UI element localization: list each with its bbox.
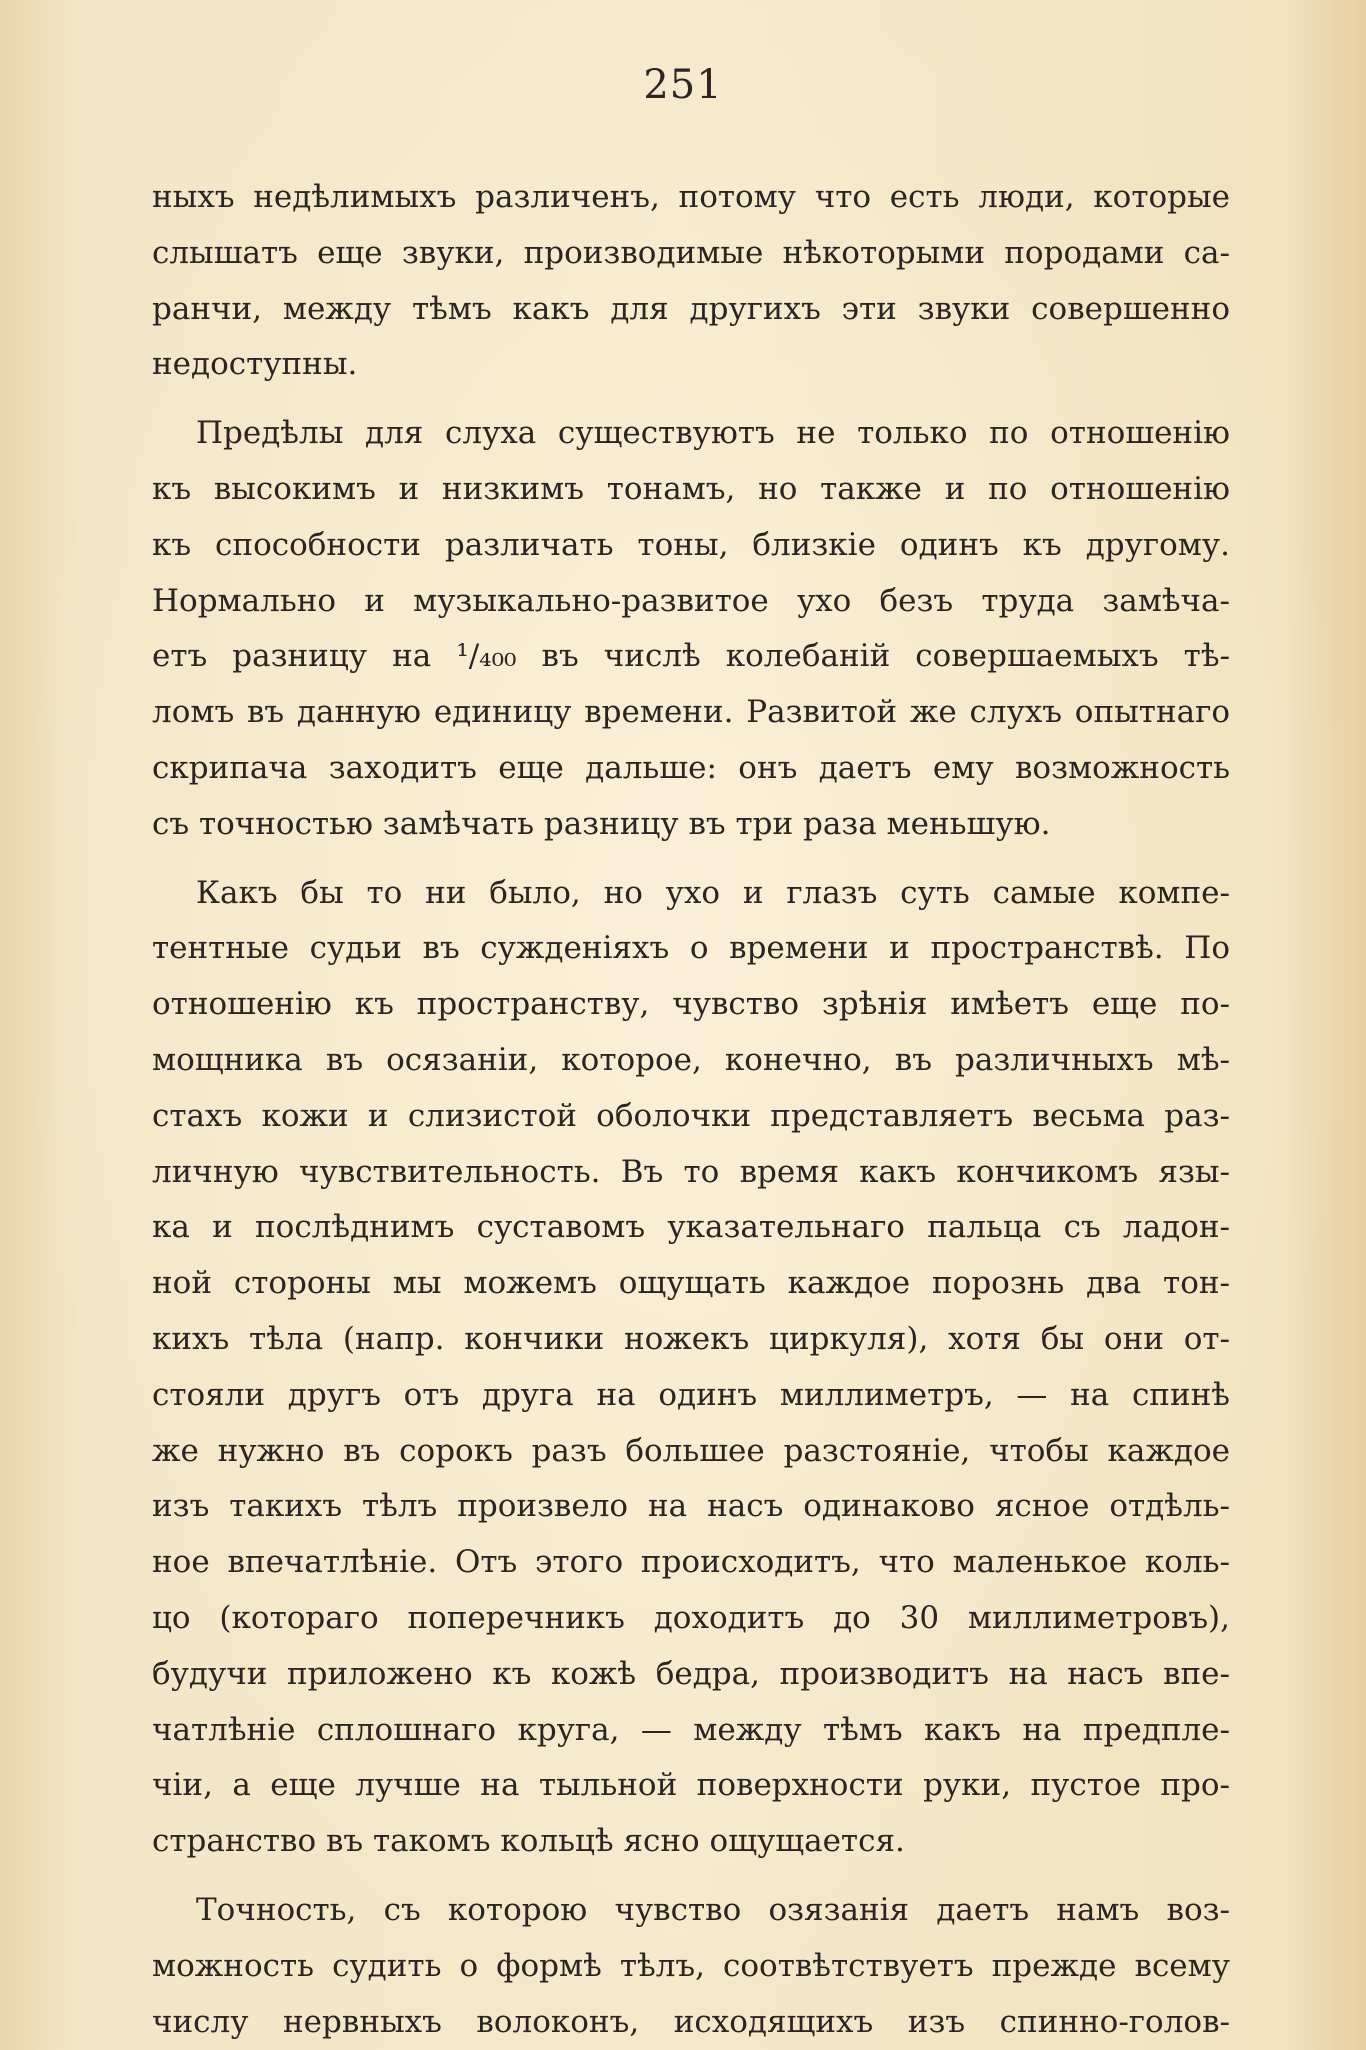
- text-line: стояли другъ отъ друга на одинъ миллиметръ, — на спинѣ: [152, 1376, 1230, 1413]
- text-line: Точность, съ которою чувство озязанія даетъ намъ воз-: [196, 1891, 1230, 1928]
- text-line: Какъ бы то ни было, но ухо и глазъ суть самые компе-: [196, 874, 1230, 911]
- text-line: кихъ тѣла (напр. кончики ножекъ циркуля), хотя бы они от-: [152, 1320, 1230, 1357]
- text-line: къ высокимъ и низкимъ тонамъ, но также и по отношенію: [152, 470, 1230, 507]
- text-line: отношенію къ пространству, чувство зрѣнія имѣетъ еще по-: [152, 986, 1230, 1023]
- text-line: чатлѣніе сплошнаго круга, — между тѣмъ какъ на предпле-: [152, 1711, 1230, 1748]
- text-line: Нормально и музыкально-развитое ухо безъ труда замѣча-: [152, 582, 1230, 619]
- text-line: цо (котораго поперечникъ доходитъ до 30 миллиметровъ),: [152, 1599, 1230, 1636]
- text-line: слышатъ еще звуки, производимые нѣкоторыми породами са-: [152, 234, 1230, 271]
- text-line: ныхъ недѣлимыхъ различенъ, потому что есть люди, которые: [152, 179, 1230, 215]
- text-line: ранчи, между тѣмъ какъ для другихъ эти звуки совершенно: [152, 290, 1230, 327]
- text-line: тентные судьи въ сужденіяхъ о времени и пространствѣ. По: [152, 930, 1230, 967]
- text-line: къ способности различать тоны, близкіе одинъ къ другому.: [152, 526, 1230, 563]
- text-line: етъ разницу на ¹/₄₀₀ въ числѣ колебаній совершаемыхъ тѣ-: [152, 638, 1230, 675]
- text-line: недоступны.: [152, 346, 358, 383]
- text-line: ной стороны мы можемъ ощущать каждое порознь два тон-: [152, 1265, 1230, 1302]
- text-line: мощника въ осязаніи, которое, конечно, въ различныхъ мѣ-: [152, 1041, 1230, 1078]
- text-line: числу нервныхъ волоконъ, исходящихъ изъ спинно-голов-: [152, 2003, 1230, 2040]
- text-line: же нужно въ сорокъ разъ большее разстояніе, чтобы каждое: [152, 1432, 1230, 1469]
- text-line: ломъ въ данную единицу времени. Развитой же слухъ опытнаго: [152, 694, 1230, 731]
- text-line: изъ такихъ тѣлъ произвело на насъ одинаково ясное отдѣль-: [152, 1488, 1230, 1525]
- text-line: чіи, а еще лучше на тыльной поверхности руки, пустое про-: [152, 1767, 1230, 1804]
- text-line: странство въ такомъ кольцѣ ясно ощущается.: [152, 1823, 905, 1860]
- text-line: скрипача заходитъ еще дальше: онъ даетъ ему возможность: [152, 749, 1230, 786]
- text-line: съ точностью замѣчать разницу въ три раза меньшую.: [152, 805, 1051, 842]
- text-line: будучи приложено къ кожѣ бедра, производитъ на насъ впе-: [152, 1655, 1230, 1692]
- text-line: можность судить о формѣ тѣлъ, соотвѣтствуетъ прежде всему: [152, 1947, 1230, 1984]
- text-line: стахъ кожи и слизистой оболочки представляетъ весьма раз-: [152, 1097, 1230, 1134]
- text-line: ка и послѣднимъ суставомъ указательнаго пальца съ ладон-: [152, 1209, 1230, 1246]
- text-line: личную чувствительность. Въ то время какъ кончикомъ язы-: [152, 1153, 1230, 1190]
- page-number: 251: [643, 62, 723, 108]
- text-line: Предѣлы для слуха существуютъ не только по отношенію: [196, 415, 1230, 452]
- text-line: ное впечатлѣніе. Отъ этого происходитъ, что маленькое коль-: [152, 1544, 1230, 1581]
- body-text: [152, 170, 1230, 2050]
